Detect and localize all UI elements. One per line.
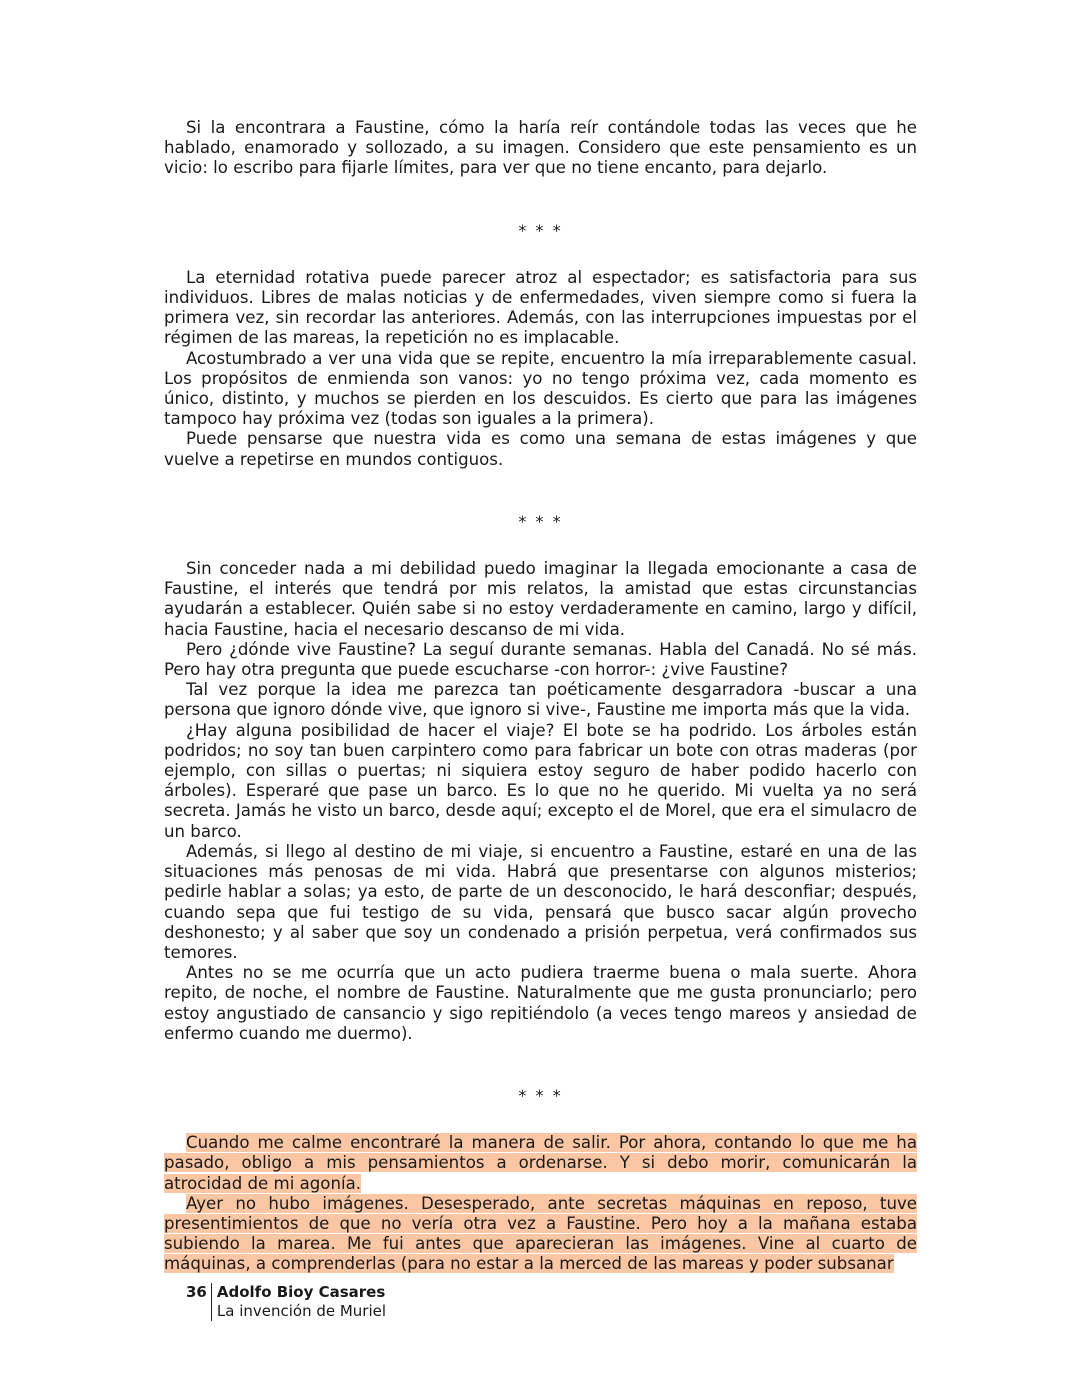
paragraph: La eternidad rotativa puede parecer atroz al espectador; es satisfactoria para sus individuos. Libres de malas noticias y de enfermedades, viven siempre como si fuera la primera vez, sin recordar las anteriores. Además, con las interrupciones impuestas por el régimen de las mareas, la repetición no es implacable.	[164, 267, 917, 348]
paragraph: ¿Hay alguna posibilidad de hacer el viaje? El bote se ha podrido. Los árboles están podridos; no soy tan buen carpintero como para fabricar un bote con otras maderas (por ejemplo, con sillas o puertas; ni siquiera estoy seguro de haber podido hacerlo con árboles). Esperaré que pase un barco. Es lo que no he querido. Mi vuelta ya no será secreta. Jamás he visto un barco, desde aquí; excepto el de Morel, que era el simulacro de un barco.	[164, 720, 917, 841]
paragraph: Sin conceder nada a mi debilidad puedo imaginar la llegada emocionante a casa de Faustine, el interés que tendrá por mis relatos, la amistad que estas circunstancias ayudarán a establecer. Quién sabe si no estoy verdaderamente en camino, largo y difícil, hacia Faustine, hacia el necesario descanso de mi vida.	[164, 559, 917, 639]
highlighted-paragraph	[164, 1194, 917, 1275]
highlight-text: Ayer no hubo imágenes. Desesperado, ante secretas máquinas en reposo, tuve presentimientos de que no vería otra vez a Faustine. Pero hoy a la mañana estaba subiendo la marea. Me fui antes que aparecieran las imágenes. Vine al cuarto de máquinas, a comprenderlas (para no estar a la merced de las mareas y poder subsanar	[164, 1193, 917, 1274]
paragraph: Si la encontrara a Faustine, cómo la haría reír contándole todas las veces que he hablado, enamorado y sollozado, a su imagen. Considero que este pensamiento es un vicio: lo escribo para fijarle límites, para ver que no tiene encanto, para dejarlo.	[164, 118, 917, 178]
paragraph: Tal vez porque la idea me parezca tan poéticamente desgarradora -buscar a una persona que ignoro dónde vive, que ignoro si vive-, Faustine me importa más que la vida.	[164, 680, 917, 720]
footer-info	[212, 1283, 386, 1321]
section-separator: * * *	[518, 220, 563, 240]
page-body	[164, 118, 917, 1275]
page-footer	[186, 1283, 386, 1321]
highlighted-paragraph	[164, 1133, 917, 1194]
paragraph: Antes no se me ocurría que un acto pudiera traerme buena o mala suerte. Ahora repito, de noche, el nombre de Faustine. Naturalmente que me gusta pronunciarlo; pero estoy angustiado de cansancio y sigo repitiéndolo (a veces tengo mareos y ansiedad de enfermo cuando me duermo).	[164, 963, 917, 1043]
paragraph: Acostumbrado a ver una vida que se repite, encuentro la mía irreparablemente casual. Los propósitos de enmienda son vanos: yo no tengo próxima vez, cada momento es único, distinto, y muchos se pierden en los descuidos. Es cierto que para las imágenes tampoco hay próxima vez (todas son iguales a la primera).	[164, 348, 917, 429]
section-separator: * * *	[518, 511, 563, 531]
footer-author: Adolfo Bioy Casares	[216, 1283, 386, 1301]
page-number: 36	[186, 1283, 212, 1321]
footer-book-title: La invención de Muriel	[216, 1302, 387, 1320]
paragraph: Pero ¿dónde vive Faustine? La seguí durante semanas. Habla del Canadá. No sé más. Pero hay otra pregunta que puede escucharse -con horror-: ¿vive Faustine?	[164, 639, 917, 680]
section-separator: * * *	[518, 1085, 563, 1105]
paragraph: Puede pensarse que nuestra vida es como una semana de estas imágenes y que vuelve a repetirse en mundos contiguos.	[164, 429, 917, 469]
paragraph: Además, si llego al destino de mi viaje, si encuentro a Faustine, estaré en una de las situaciones más penosas de mi vida. Habrá que presentarse con algunos misterios; pedirle hablar a solas; ya esto, de parte de un desconocido, le hará desconfiar; después, cuando sepa que fui testigo de su vida, pensará que busco sacar algún provecho deshonesto; y al saber que soy un condenado a prisión perpetua, verá confirmados sus temores.	[164, 841, 917, 962]
highlight-text: Cuando me calme encontraré la manera de salir. Por ahora, contando lo que me ha pasado, obligo a mis pensamientos a ordenarse. Y si debo morir, comunicarán la atrocidad de mi agonía.	[164, 1133, 917, 1193]
